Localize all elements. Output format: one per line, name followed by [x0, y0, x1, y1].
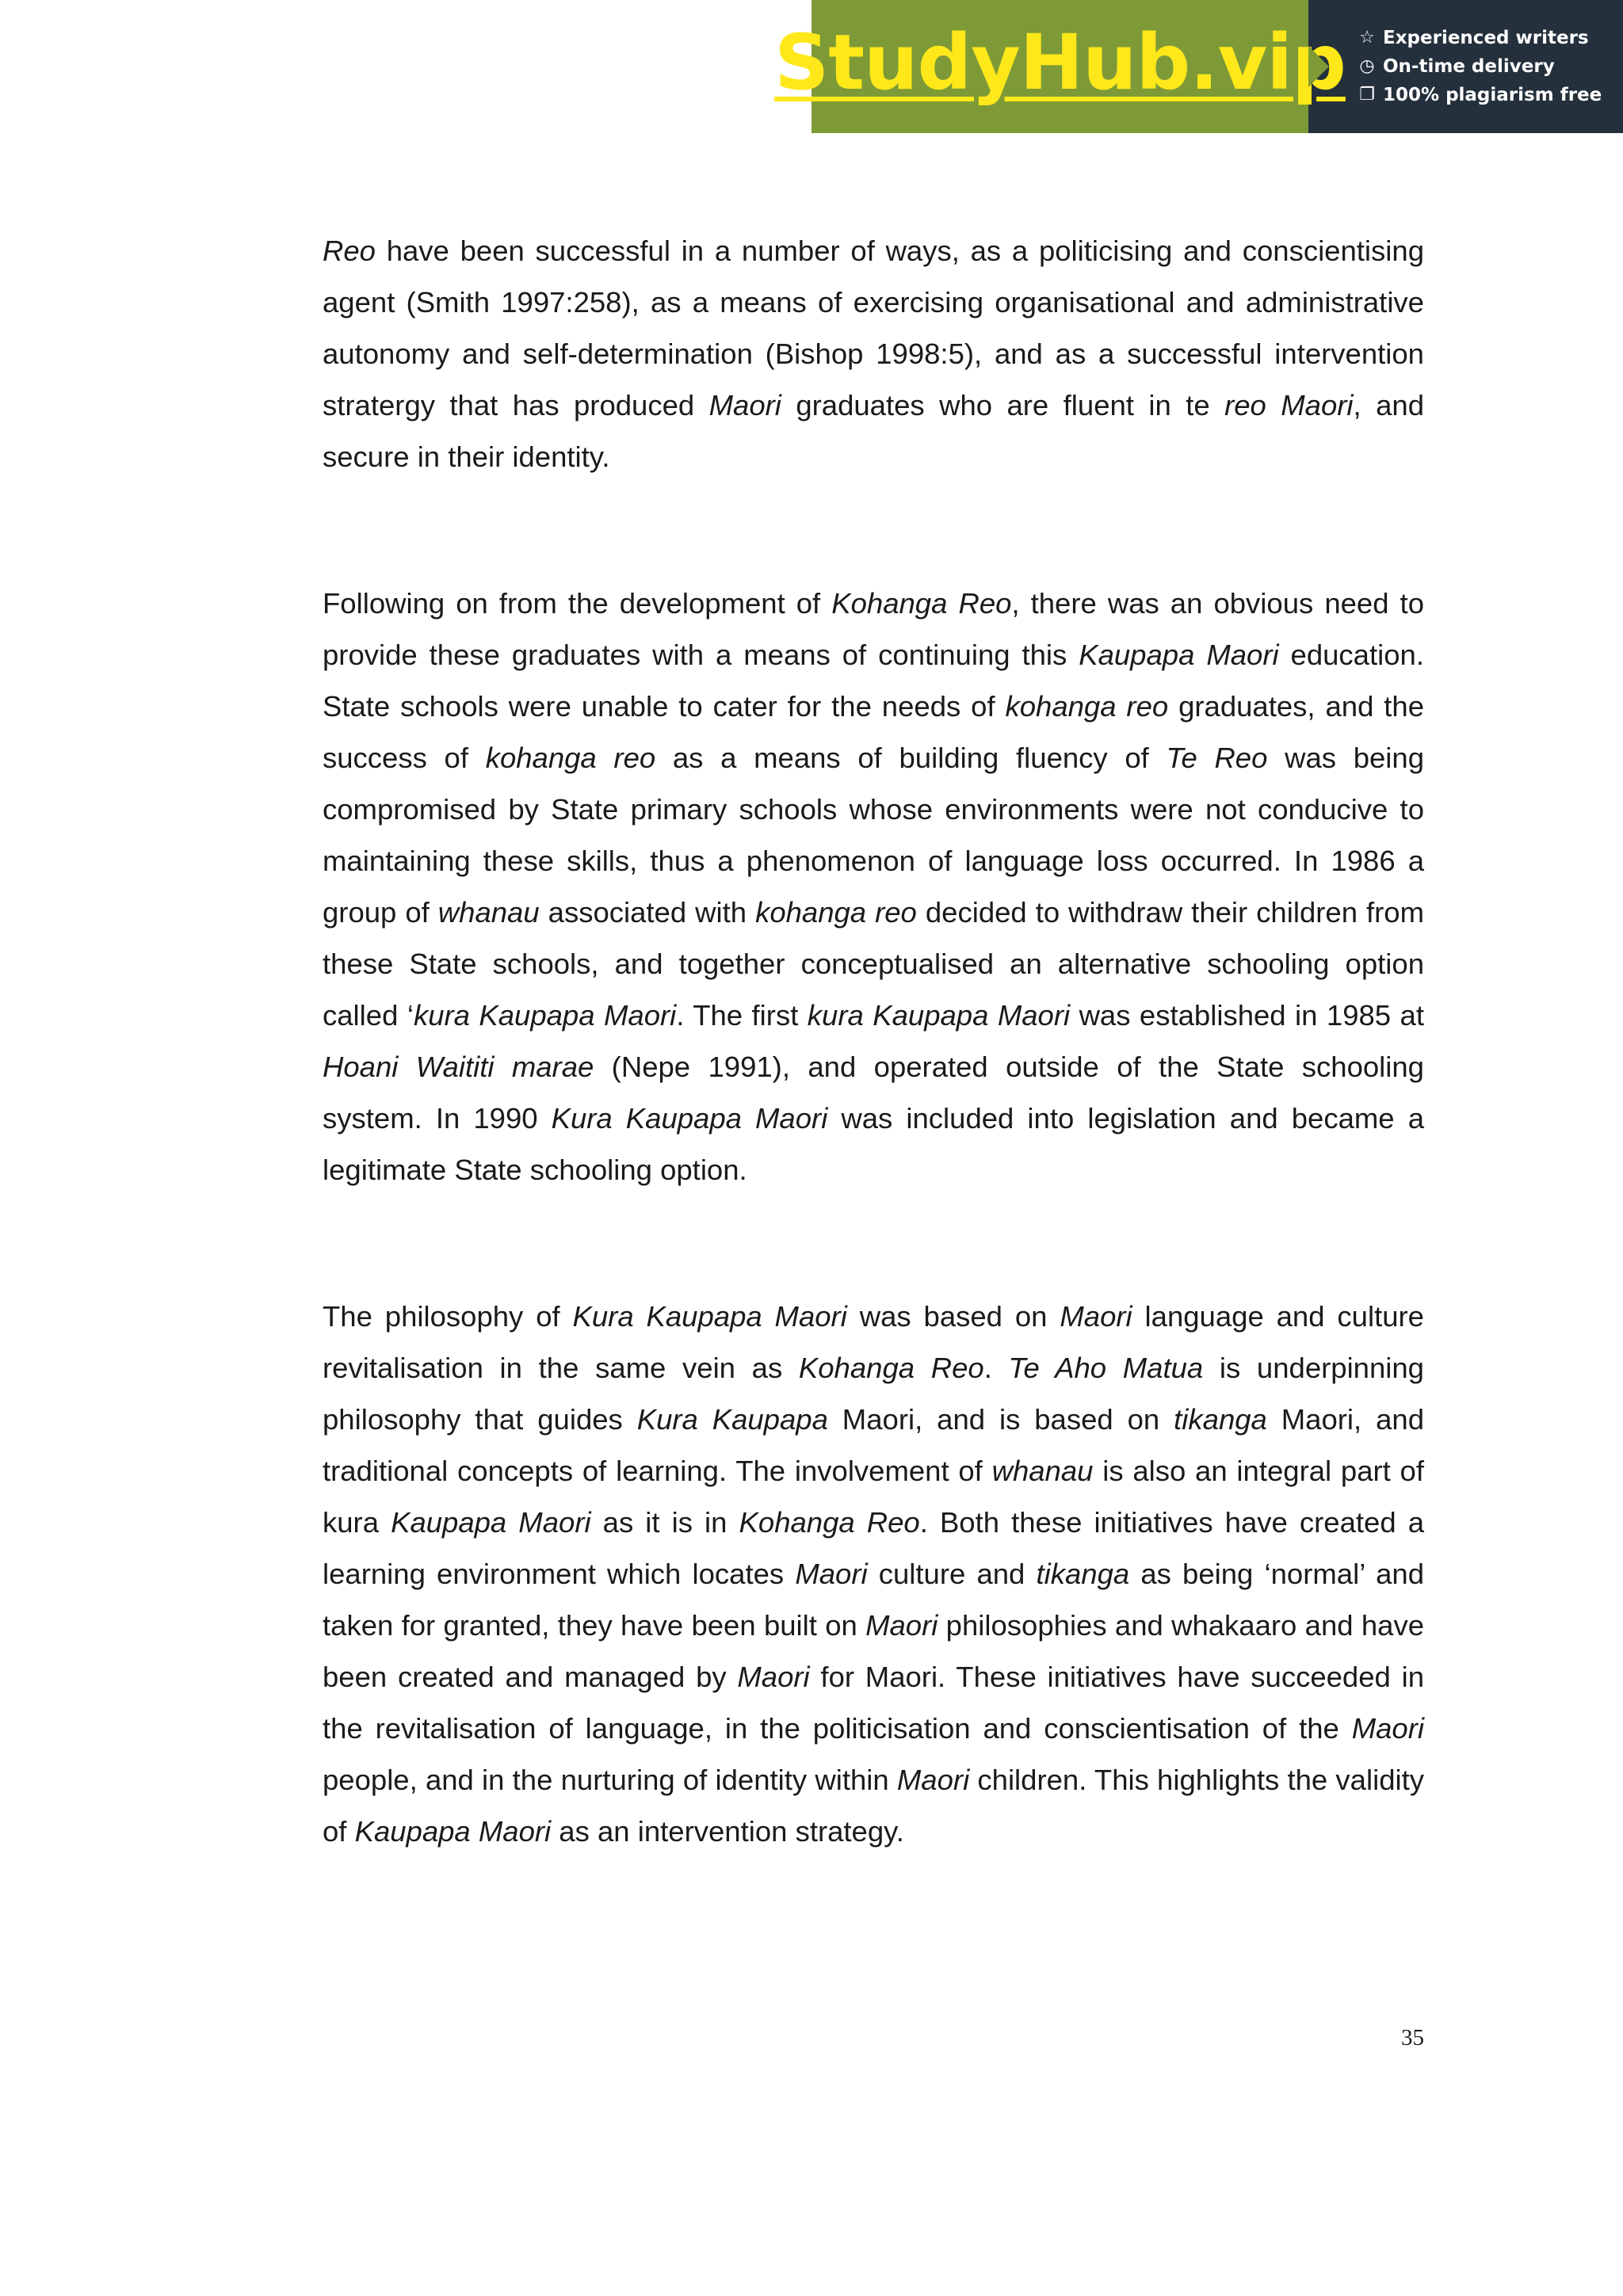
text-run: as it is in — [590, 1506, 739, 1539]
text-run: Following on from the development of — [323, 587, 832, 620]
italic-run: Reo — [323, 235, 376, 267]
italic-run: Kaupapa Maori — [1079, 639, 1279, 671]
text-run: (Nepe 1991), and operated outside of the State schooling system. In 1990 — [323, 1051, 1424, 1135]
paragraph-3 — [323, 1291, 1424, 1857]
text-run: , there was an obvious need to provide these graduates with a means of continuing this — [323, 587, 1425, 671]
document-copy-icon: ❐ — [1359, 85, 1375, 105]
italic-run: Maori — [795, 1558, 868, 1590]
text-run: . Both these initiatives have created a learning environment which locates — [323, 1506, 1425, 1590]
italic-run: Kura Kaupapa Maori — [551, 1102, 828, 1135]
italic-run: whanau — [437, 896, 540, 929]
italic-run: Kohanga Reo — [739, 1506, 920, 1539]
text-run: have been successful in a number of ways, as a politicising and conscientising agent (Smith 1997:258), as a means of exercising organisational and administrative autonomy and self-determination (Bishop 1998:5), and as a successful intervention stratergy that has produced — [323, 235, 1424, 421]
text-run: decided to withdraw their children from these State schools, and together conceptualised an alternative schooling option called ‘ — [323, 896, 1424, 1032]
italic-run: Te Reo — [1166, 742, 1268, 774]
paragraph-1 — [323, 225, 1424, 482]
italic-run: Maori — [865, 1609, 938, 1642]
italic-run: Maori — [737, 1661, 810, 1693]
italic-run: kura Kaupapa Maori — [413, 999, 677, 1032]
italic-run: kohanga reo — [485, 742, 656, 774]
text-run: was established in 1985 at — [1070, 999, 1424, 1032]
italic-run: Kaupapa Maori — [354, 1815, 552, 1848]
italic-run: Te Aho Matua — [1008, 1352, 1204, 1384]
brand-logo-text: StudyHub.vip — [774, 18, 1346, 107]
text-run: The philosophy of — [323, 1300, 573, 1333]
paragraph-2 — [323, 578, 1424, 1196]
text-run: as a means of building fluency of — [655, 742, 1167, 774]
text-run: is also an integral part of kura — [323, 1455, 1424, 1539]
italic-run: kura Kaupapa Maori — [807, 999, 1071, 1032]
text-run: , and secure in their identity. — [323, 389, 1424, 473]
italic-run: Maori — [1351, 1712, 1424, 1745]
text-run: graduates, and the success of — [323, 690, 1424, 774]
text-run: was based on — [846, 1300, 1060, 1333]
italic-run: tikanga — [1174, 1403, 1267, 1436]
text-run: culture and — [867, 1558, 1037, 1590]
star-outline-icon: ☆ — [1359, 28, 1375, 48]
italic-run: Maori — [896, 1764, 970, 1796]
text-run: associated with — [539, 896, 756, 929]
text-run: . The first — [676, 999, 808, 1032]
text-run: language and culture revitalisation in the same vein as — [323, 1300, 1424, 1384]
feature-label: 100% plagiarism free — [1383, 85, 1602, 105]
feature-list — [1308, 0, 1623, 133]
text-run: children. This highlights the validity of — [323, 1764, 1424, 1848]
italic-run: tikanga — [1036, 1558, 1130, 1590]
italic-run: kohanga reo — [755, 896, 917, 929]
text-run: was included into legislation and became a legitimate State schooling option. — [323, 1102, 1424, 1186]
text-run: Maori, and traditional concepts of learning. The involvement of — [323, 1403, 1424, 1487]
text-run: philosophies and whakaaro and have been created and managed by — [323, 1609, 1424, 1693]
feature-label: On-time delivery — [1383, 56, 1555, 77]
text-run: people, and in the nurturing of identity within — [323, 1764, 897, 1796]
italic-run: Kohanga Reo — [831, 587, 1012, 620]
italic-run: Kura Kaupapa — [636, 1403, 828, 1436]
document-body — [323, 225, 1424, 1857]
feature-label: Experienced writers — [1383, 28, 1589, 48]
feature-on-time-delivery — [1358, 56, 1623, 77]
brand-panel — [774, 0, 1346, 133]
italic-run: reo Maori — [1224, 389, 1354, 421]
studyhub-banner[interactable] — [774, 0, 1623, 133]
text-run: Maori, and is based on — [827, 1403, 1174, 1436]
feature-experienced-writers — [1358, 28, 1623, 48]
text-run: for Maori. These initiatives have succeeded in the revitalisation of language, in the politicisation and conscientisation of the — [323, 1661, 1424, 1745]
italic-run: whanau — [991, 1455, 1094, 1487]
italic-run: kohanga reo — [1005, 690, 1169, 723]
feature-plagiarism-free — [1358, 85, 1623, 105]
text-run: as an intervention strategy. — [551, 1815, 904, 1848]
text-run: . — [983, 1352, 1009, 1384]
text-run: graduates who are fluent in te — [781, 389, 1225, 421]
italic-run: Maori — [1060, 1300, 1132, 1333]
italic-run: Hoani Waititi marae — [323, 1051, 594, 1083]
page-number: 35 — [1401, 2025, 1424, 2050]
italic-run: Kaupapa Maori — [391, 1506, 591, 1539]
text-run: is underpinning philosophy that guides — [323, 1352, 1424, 1436]
clock-icon: ◷ — [1359, 56, 1375, 76]
italic-run: Kohanga Reo — [798, 1352, 984, 1384]
text-run: education. State schools were unable to cater for the needs of — [323, 639, 1424, 723]
text-run: was being compromised by State primary schools whose environments were not conducive to maintaining these skills, thus a phenomenon of language loss occurred. In 1986 a group of — [323, 742, 1425, 929]
text-run: as being ‘normal’ and taken for granted, they have been built on — [323, 1558, 1424, 1642]
italic-run: Kura Kaupapa Maori — [572, 1300, 847, 1333]
italic-run: Maori — [708, 389, 781, 421]
